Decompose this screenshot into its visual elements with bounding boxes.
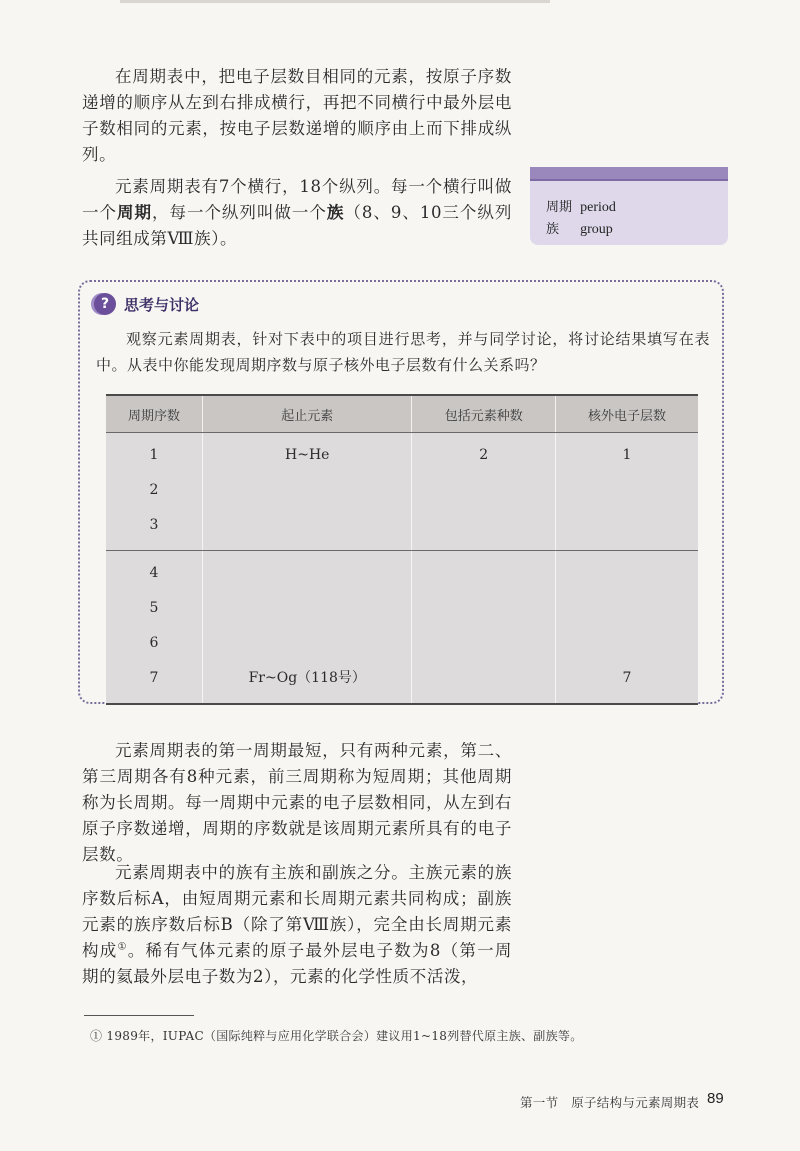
- count-cell: [412, 551, 555, 705]
- shell-count: [556, 515, 698, 550]
- paragraph-text: ，每一个纵列叫做一个: [151, 203, 327, 222]
- paragraph-periods-groups: [82, 174, 512, 252]
- column-header-range: 起止元素: [203, 395, 412, 433]
- element-range: [203, 515, 411, 550]
- paragraph-periodic-arrangement: 在周期表中，把电子层数目相同的元素，按原子序数递增的顺序从左到右排成横行，再把不同横行中最外层电子数相同的元素，按电子层数递增的顺序由上而下排成纵列。: [82, 67, 512, 164]
- glossary-box: [530, 167, 728, 245]
- paragraph-text: 元素周期表有7个横行，18个纵列。每一个横行叫做一个: [82, 177, 512, 222]
- element-range: H~He: [285, 447, 330, 463]
- element-range: [203, 480, 411, 515]
- shell-count: [556, 480, 698, 515]
- shell-count: 1: [622, 447, 632, 463]
- glossary-term-en: period: [580, 200, 616, 215]
- element-count: [412, 668, 554, 703]
- footnote: ① 1989年，IUPAC（国际纯粹与应用化学联合会）建议用1~18列替代原主族、副族等。: [90, 1029, 583, 1043]
- range-cell: [203, 551, 412, 705]
- element-count: [412, 633, 554, 668]
- table-header-row: [106, 395, 698, 433]
- paragraph-text: （8、9、10三个纵列共同组成第Ⅷ族）。: [82, 203, 513, 248]
- shell-count: 7: [622, 670, 632, 686]
- element-range: Fr~Og（118号）: [248, 670, 366, 686]
- paragraph-text: 元素周期表中的族有主族和副族之分。主族元素的族序数后标A，由短周期元素和长周期元素共同构成；副族元素的族序数后标B（除了第Ⅷ族），完全由长周期元素构成: [82, 863, 512, 960]
- glossary-entry-period: [530, 197, 728, 219]
- column-header-period: 周期序数: [106, 395, 203, 433]
- period-number: 3: [149, 517, 159, 533]
- glossary-entry-group: [530, 219, 728, 241]
- element-range: [203, 598, 411, 633]
- glossary-term-zh: 族: [546, 222, 560, 237]
- period-number-cell: [106, 551, 203, 705]
- element-range: [203, 633, 411, 668]
- paragraph-text: 。稀有气体元素的原子最外层电子数为8（第一周期的氦最外层电子数为2），元素的化学性质不活泼，: [82, 941, 512, 986]
- glossary-header-bar: [530, 167, 728, 181]
- shells-cell: [555, 551, 698, 705]
- period-number: 6: [149, 635, 159, 651]
- paragraph-main-sub-groups: [82, 860, 512, 990]
- think-box-title: 思考与讨论: [124, 295, 200, 314]
- page-number: 89: [707, 1090, 724, 1107]
- element-count: [412, 598, 554, 633]
- running-footer-section: 第一节 原子结构与元素周期表: [520, 1095, 700, 1110]
- period-number: 1: [149, 447, 159, 463]
- glossary-term-en: group: [580, 222, 613, 237]
- period-number: 5: [149, 600, 159, 616]
- shell-count: [556, 598, 698, 633]
- period-number: 2: [149, 482, 159, 498]
- count-cell: [412, 433, 555, 551]
- term-period: 周期: [116, 203, 152, 222]
- table-row-group-short: [106, 433, 698, 551]
- think-box-header: [94, 292, 199, 316]
- think-box-instructions: 观察元素周期表，针对下表中的项目进行思考，并与同学讨论，将讨论结果填写在表中。从表中你能发现周期序数与原子核外电子层数有什么关系吗？: [96, 330, 710, 374]
- shell-count: [556, 633, 698, 668]
- element-count: [412, 515, 554, 550]
- period-number-cell: [106, 433, 203, 551]
- element-count: [412, 480, 554, 515]
- element-count: 2: [479, 447, 489, 463]
- period-number: 4: [149, 565, 159, 581]
- element-range: [203, 563, 411, 598]
- column-header-count: 包括元素种数: [412, 395, 555, 433]
- shell-count: [556, 563, 698, 598]
- period-table: [106, 394, 698, 705]
- think-and-discuss-box: [78, 280, 724, 704]
- column-header-shells: 核外电子层数: [555, 395, 698, 433]
- period-number: 7: [149, 670, 159, 686]
- footnote-divider: [84, 1015, 194, 1016]
- question-icon: ?: [94, 293, 116, 315]
- footnote-marker[interactable]: ①: [117, 941, 128, 953]
- term-group: 族: [326, 203, 345, 222]
- element-count: [412, 563, 554, 598]
- page-top-line: [120, 0, 550, 3]
- glossary-term-zh: 周期: [546, 200, 573, 215]
- shells-cell: [555, 433, 698, 551]
- paragraph-short-long-periods: 元素周期表的第一周期最短，只有两种元素，第二、第三周期各有8种元素，前三周期称为短周期；其他周期称为长周期。每一周期中元素的电子层数相同，从左到右原子序数递增，周期的序数就是该周期元素所具有的电子层数。: [82, 741, 512, 864]
- table-row-group-long: [106, 551, 698, 705]
- range-cell: [203, 433, 412, 551]
